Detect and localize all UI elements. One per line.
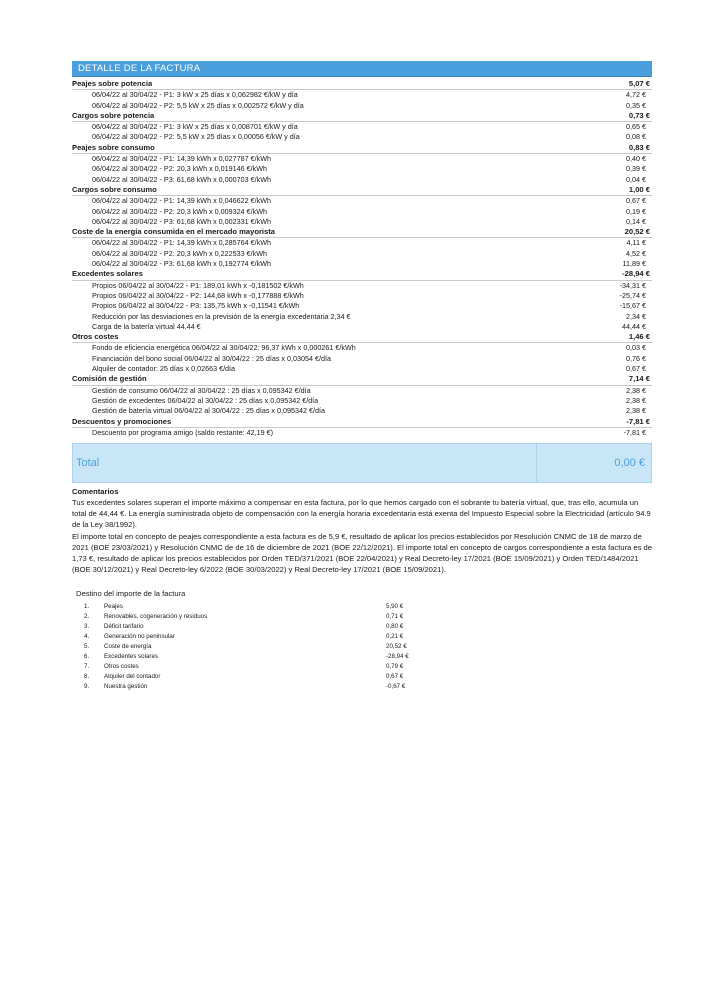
row-amount: 0,35 € xyxy=(626,100,646,110)
destino-item-label: Nuestra gestión xyxy=(104,682,148,690)
detail-row xyxy=(72,196,652,206)
row-amount: 0,67 € xyxy=(626,196,646,206)
detail-row xyxy=(72,217,652,227)
destino-item-value: -0,67 € xyxy=(386,682,406,690)
row-amount: 0,40 € xyxy=(626,154,646,164)
row-amount: 11,89 € xyxy=(622,259,646,269)
invoice-detail-table xyxy=(72,79,652,438)
destino-item xyxy=(76,682,652,692)
row-amount: 5,07 € xyxy=(628,79,650,88)
row-amount: 0,83 € xyxy=(628,142,650,152)
destino-item xyxy=(76,642,652,652)
destino-section xyxy=(72,589,652,692)
detail-row xyxy=(72,101,652,111)
row-amount: 0,14 € xyxy=(626,216,646,226)
destino-list xyxy=(76,602,652,692)
destino-item xyxy=(76,632,652,642)
row-amount: 7,14 € xyxy=(628,374,650,384)
row-amount: -28,94 € xyxy=(622,269,650,279)
row-amount: -25,74 € xyxy=(619,290,646,300)
destino-item-num: 6. xyxy=(84,652,90,660)
destino-item-value: 20,52 € xyxy=(386,642,407,650)
section-title-bar: DETALLE DE LA FACTURA xyxy=(72,61,652,77)
row-label: 06/04/22 al 30/04/22 - P2: 20,3 kWh x 0,222533 €/kWh xyxy=(92,248,268,258)
row-amount: 20,52 € xyxy=(624,227,650,237)
detail-row xyxy=(72,175,652,185)
row-label: Propios 06/04/22 al 30/04/22 - P2: 144,68 kWh x -0,177888 €/kWh xyxy=(92,290,304,300)
row-amount: -7,81 € xyxy=(623,427,646,437)
detail-row xyxy=(72,364,652,374)
detail-row xyxy=(72,322,652,332)
invoice-page xyxy=(72,61,652,692)
row-label: 06/04/22 al 30/04/22 - P1: 3 kW x 25 días x 0,062982 €/kW y día xyxy=(92,90,298,100)
destino-item-value: 0,71 € xyxy=(386,612,404,620)
row-label: Gestión de excedentes 06/04/22 al 30/04/22 : 25 días x 0,095342 €/día xyxy=(92,395,319,405)
destino-item-value: 0,67 € xyxy=(386,672,404,680)
destino-item-label: Peajes xyxy=(104,602,123,610)
row-label: Descuentos y promociones xyxy=(72,416,172,426)
row-label: 06/04/22 al 30/04/22 - P2: 5,5 kW x 25 días x 0,00056 €/kW y día xyxy=(92,132,300,142)
destino-item-label: Excedentes solares xyxy=(104,652,158,660)
destino-item-label: Generación no peninsular xyxy=(104,632,175,640)
destino-item-value: 0,80 € xyxy=(386,622,404,630)
destino-item xyxy=(76,612,652,622)
row-label: 06/04/22 al 30/04/22 - P1: 14,39 kWh x 0,285764 €/kWh xyxy=(92,238,272,248)
row-amount: 0,08 € xyxy=(626,132,646,142)
section-row xyxy=(72,332,652,343)
destino-item-num: 4. xyxy=(84,632,90,640)
row-amount: 0,19 € xyxy=(626,206,646,216)
destino-item-label: Renovables, cogeneración y residuos xyxy=(104,612,208,620)
detail-row xyxy=(72,259,652,269)
destino-item xyxy=(76,662,652,672)
destino-item-value: 5,90 € xyxy=(386,602,404,610)
comments-section xyxy=(72,487,652,576)
destino-item-value: -28,94 € xyxy=(386,652,409,660)
destino-title: Destino del importe de la factura xyxy=(76,588,186,598)
row-amount: 0,67 € xyxy=(626,364,646,374)
detail-row xyxy=(72,312,652,322)
comments-paragraph-2: El importe total en concepto de peajes correspondiente a esta factura es de 5,9 €, resultado de aplicar los precios establecidos por Resolución CNMC de 18 de marzo de 2021 (BOE 23/03/2021) y Resolución CNMC de de 16 de diciembre de 2021 (BOE 22/12/2021). El importe total en concepto de cargos correspondiente a esta factura es de 1,73 €, resultado de aplicar los precios establecidos por Orden TED/371/2021 (BOE 22/04/2021) y Real Decreto-ley 17/2021 (BOE 15/09/2021) y Orden TED/1484/2021 (BOE 30/12/2021) y Real Decreto-ley 6/2022 (BOE 30/03/2022) y Real Decreto-ley 17/2021 (BOE 15/09/2021). xyxy=(72,532,653,574)
comments-title: Comentarios xyxy=(72,487,119,497)
row-label: Financiación del bono social 06/04/22 al 30/04/22 : 25 días x 0,03054 €/día xyxy=(92,353,331,363)
row-label: 06/04/22 al 30/04/22 - P2: 20,3 kWh x 0,019146 €/kWh xyxy=(92,164,268,174)
total-label: Total xyxy=(76,457,100,470)
section-row xyxy=(72,185,652,196)
row-amount: 0,03 € xyxy=(626,343,646,353)
row-amount: 0,39 € xyxy=(626,164,646,174)
row-label: 06/04/22 al 30/04/22 - P1: 14,39 kWh x 0,046622 €/kWh xyxy=(92,196,272,206)
section-row xyxy=(72,79,652,90)
detail-row xyxy=(72,406,652,416)
destino-item-num: 9. xyxy=(84,682,90,690)
detail-row xyxy=(72,249,652,259)
destino-item xyxy=(76,622,652,632)
row-label: Propios 06/04/22 al 30/04/22 - P3: 135,75 kWh x -0,11541 €/kWh xyxy=(92,301,300,311)
detail-row xyxy=(72,343,652,353)
row-label: Peajes sobre consumo xyxy=(72,142,155,152)
row-label: 06/04/22 al 30/04/22 - P3: 61,68 kWh x 0,000703 €/kWh xyxy=(92,174,272,184)
row-label: Cargos sobre potencia xyxy=(72,110,155,120)
total-box xyxy=(72,443,652,483)
detail-row xyxy=(72,154,652,164)
section-row xyxy=(72,417,652,428)
row-label: 06/04/22 al 30/04/22 - P2: 20,3 kWh x 0,009324 €/kWh xyxy=(92,206,268,216)
row-label: Propios 06/04/22 al 30/04/22 - P1: 189,01 kWh x -0,181502 €/kWh xyxy=(92,280,304,290)
row-amount: 2,38 € xyxy=(626,395,646,405)
row-amount: 2,38 € xyxy=(626,385,646,395)
row-label: Descuento por programa amigo (saldo restante: 42,19 €) xyxy=(92,427,273,437)
total-value: 0,00 € xyxy=(536,444,651,482)
row-amount: 1,46 € xyxy=(628,332,650,342)
row-amount: 2,34 € xyxy=(626,311,646,321)
detail-row xyxy=(72,386,652,396)
destino-item-num: 3. xyxy=(84,622,90,630)
row-amount: 1,00 € xyxy=(628,184,650,194)
row-label: Alquiler de contador: 25 días x 0,02663 €/día xyxy=(92,364,236,374)
destino-item xyxy=(76,652,652,662)
detail-row xyxy=(72,122,652,132)
detail-row xyxy=(72,428,652,438)
row-amount: -34,31 € xyxy=(619,280,646,290)
row-amount: 0,73 € xyxy=(628,110,650,120)
row-label: Excedentes solares xyxy=(72,269,143,279)
destino-item-num: 8. xyxy=(84,672,90,680)
detail-row xyxy=(72,396,652,406)
row-label: 06/04/22 al 30/04/22 - P1: 3 kW x 25 días x 0,008701 €/kW y día xyxy=(92,122,298,132)
detail-row xyxy=(72,301,652,311)
row-label: 06/04/22 al 30/04/22 - P2: 5,5 kW x 25 días x 0,002572 €/kW y día xyxy=(92,100,304,110)
row-label: 06/04/22 al 30/04/22 - P3: 61,68 kWh x 0,192774 €/kWh xyxy=(92,259,272,269)
destino-item-num: 1. xyxy=(84,602,90,610)
row-amount: 2,38 € xyxy=(626,406,646,416)
detail-row xyxy=(72,207,652,217)
section-row xyxy=(72,143,652,154)
detail-row xyxy=(72,132,652,142)
row-amount: 4,72 € xyxy=(626,90,646,100)
row-label: Peajes sobre potencia xyxy=(72,79,153,88)
section-row xyxy=(72,111,652,122)
row-amount: 4,52 € xyxy=(626,248,646,258)
row-label: Fondo de eficiencia energética 06/04/22 al 30/04/22: 96,37 kWh x 0,000261 €/kWh xyxy=(92,343,356,353)
row-amount: 4,11 € xyxy=(626,238,646,248)
detail-row xyxy=(72,281,652,291)
row-label: Cargos sobre consumo xyxy=(72,184,157,194)
destino-item-value: 0,79 € xyxy=(386,662,404,670)
row-label: Gestión de batería virtual 06/04/22 al 30/04/22 : 25 días x 0,095342 €/día xyxy=(92,406,325,416)
row-label: Reducción por las desviaciones en la previsión de la energía excedentaria 2,34 € xyxy=(92,311,351,321)
row-amount: 0,76 € xyxy=(626,353,646,363)
comments-paragraph-1: Tus excedentes solares superan el importe máximo a compensar en esta factura, por lo que hemos cargado con el sobrante tu batería virtual, que, tras ello, acumula un total de 44,44 €. La energía suministrada objeto de compensación con la energía horaria excedentaria está exenta del Impuesto Especial sobre la Electricidad (artículo 94.9 de la Ley 38/1992). xyxy=(72,498,651,529)
section-row xyxy=(72,374,652,385)
section-row xyxy=(72,227,652,238)
row-label: Otros costes xyxy=(72,332,119,342)
destino-item-label: Déficit tarifario xyxy=(104,622,144,630)
destino-item xyxy=(76,672,652,682)
section-row xyxy=(72,269,652,280)
destino-item-num: 2. xyxy=(84,612,90,620)
detail-row xyxy=(72,164,652,174)
destino-item-num: 7. xyxy=(84,662,90,670)
row-label: 06/04/22 al 30/04/22 - P3: 61,68 kWh x 0,002331 €/kWh xyxy=(92,216,272,226)
row-amount: -7,81 € xyxy=(626,416,650,426)
detail-row xyxy=(72,238,652,248)
row-label: Comisión de gestión xyxy=(72,374,147,384)
row-amount: 44,44 € xyxy=(622,321,646,331)
row-label: Coste de la energía consumida en el mercado mayorista xyxy=(72,227,275,237)
destino-item-label: Alquiler del contador xyxy=(104,672,161,680)
detail-row xyxy=(72,90,652,100)
row-label: Gestión de consumo 06/04/22 al 30/04/22 : 25 días x 0,095342 €/día xyxy=(92,385,311,395)
destino-item-num: 5. xyxy=(84,642,90,650)
destino-item-label: Coste de energía xyxy=(104,642,152,650)
destino-item xyxy=(76,602,652,612)
row-amount: 0,65 € xyxy=(626,122,646,132)
destino-item-label: Otros costes xyxy=(104,662,139,670)
detail-row xyxy=(72,291,652,301)
row-label: Carga de la batería virtual 44,44 € xyxy=(92,321,201,331)
destino-item-value: 0,21 € xyxy=(386,632,404,640)
row-amount: 0,04 € xyxy=(626,174,646,184)
detail-row xyxy=(72,354,652,364)
row-amount: -15,67 € xyxy=(619,301,646,311)
row-label: 06/04/22 al 30/04/22 - P1: 14,39 kWh x 0,027787 €/kWh xyxy=(92,154,272,164)
